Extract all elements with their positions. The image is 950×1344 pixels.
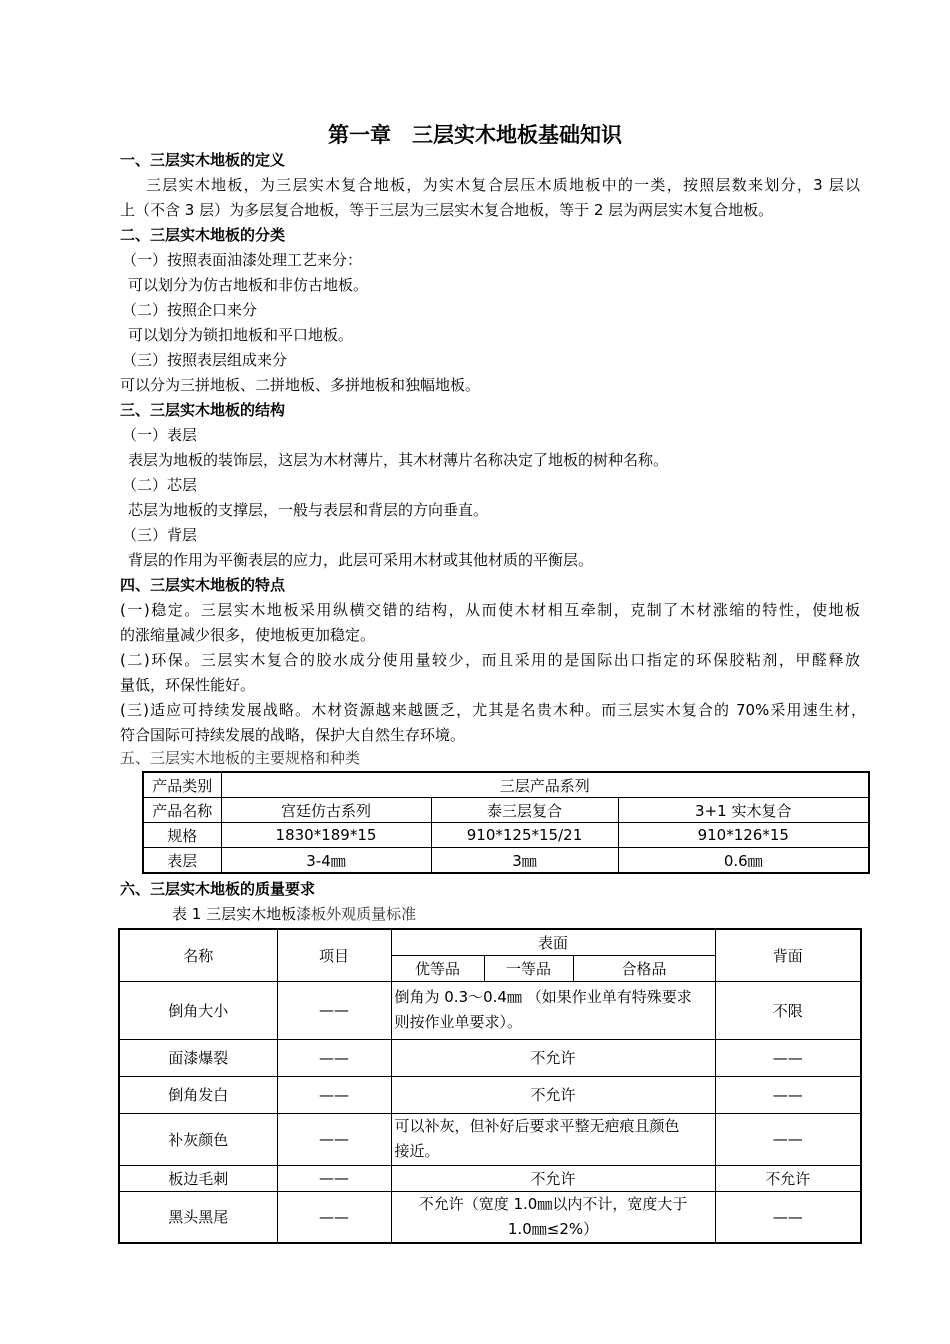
section-4-heading: 四、三层实木地板的特点 (120, 576, 286, 594)
table-caption (172, 902, 416, 927)
section-6-heading: 六、三层实木地板的质量要求 (120, 880, 316, 898)
section-2-heading: 二、三层实木地板的分类 (120, 226, 286, 244)
table-row (119, 1165, 861, 1191)
table-row (143, 823, 869, 848)
section-4-para-c-line-2: 符合国际可持续发展的战略，保护大自然生存环境。 (120, 726, 466, 744)
row-surface (391, 981, 715, 1039)
table-cell: 宫廷仿古系列 (221, 798, 431, 823)
row-back: 不限 (715, 981, 861, 1039)
row-name: 黑头黑尾 (119, 1191, 277, 1243)
table-caption-suffix: 漆板外观质量标准 (296, 905, 417, 923)
row-surface: 不允许 (391, 1165, 715, 1191)
row-item: —— (277, 1039, 391, 1076)
section-1-para-line-2: 上（不含 3 层）为多层复合地板，等于三层为三层实木复合地板，等于 2 层为两层实木复合地板。 (120, 201, 774, 219)
section-4-para-b-line-2: 量低，环保性能好。 (120, 676, 256, 694)
table-cell: 三层产品系列 (221, 772, 869, 798)
table-row (119, 1113, 861, 1165)
surface-line: 倒角为 0.3～0.4㎜ （如果作业单有特殊要求 (394, 988, 692, 1006)
header-item: 项目 (277, 929, 391, 981)
table-row (143, 798, 869, 823)
row-back: —— (715, 1191, 861, 1243)
table-cell: 910*126*15 (618, 823, 869, 848)
row-item: —— (277, 1076, 391, 1113)
surface-line: 1.0㎜≤2%） (507, 1219, 599, 1238)
surface-line: 接近。 (394, 1142, 440, 1160)
table-cell: 表层 (143, 848, 221, 874)
section-2-sub-a: （一）按照表面油漆处理工艺来分： (122, 251, 363, 269)
table-row (119, 1039, 861, 1076)
row-back: 不允许 (715, 1165, 861, 1191)
section-3-sub-a-text: 表层为地板的装饰层，这层为木材薄片，其木材薄片名称决定了地板的树种名称。 (128, 451, 669, 469)
row-surface (391, 1191, 715, 1243)
table-cell: 910*125*15/21 (431, 823, 618, 848)
row-surface (391, 1113, 715, 1165)
table-cell: 产品名称 (143, 798, 221, 823)
row-surface: 不允许 (391, 1039, 715, 1076)
table-caption-prefix: 表 1 三层实木地板 (172, 905, 297, 923)
row-name: 倒角发白 (119, 1076, 277, 1113)
table-cell: 3+1 实木复合 (618, 798, 869, 823)
surface-line: 不允许（宽度 1.0㎜以内不计，宽度大于 (418, 1194, 688, 1213)
header-grade: 一等品 (484, 955, 573, 981)
header-grade: 合格品 (573, 955, 715, 981)
row-surface: 不允许 (391, 1076, 715, 1113)
table-cell: 产品类别 (143, 772, 221, 798)
section-3-sub-c-text: 背层的作用为平衡表层的应力，此层可采用木材或其他材质的平衡层。 (128, 551, 594, 569)
row-item: —— (277, 1113, 391, 1165)
table-cell: 3-4㎜ (221, 848, 431, 874)
chapter-title: 第一章 三层实木地板基础知识 (328, 123, 622, 147)
section-1-heading: 一、三层实木地板的定义 (120, 151, 286, 169)
table-row (143, 848, 869, 874)
row-item: —— (277, 981, 391, 1039)
table-cell: 泰三层复合 (431, 798, 618, 823)
section-2-sub-c-text: 可以分为三拼地板、二拼地板、多拼地板和独幅地板。 (120, 376, 481, 394)
section-1-para-line-1: 三层实木地板，为三层实木复合地板，为实木复合层压木质地板中的一类，按照层数来划分，3 层以 (146, 176, 860, 194)
header-grade: 优等品 (391, 955, 484, 981)
surface-line: 可以补灰，但补好后要求平整无疤痕且颜色 (394, 1117, 680, 1135)
table-header-row (119, 929, 861, 955)
row-item: —— (277, 1165, 391, 1191)
row-name: 补灰颜色 (119, 1113, 277, 1165)
section-2-sub-a-text: 可以划分为仿古地板和非仿古地板。 (128, 276, 369, 294)
table-cell: 0.6㎜ (618, 848, 869, 874)
section-3-sub-b-text: 芯层为地板的支撑层，一般与表层和背层的方向垂直。 (128, 501, 489, 519)
section-2-sub-b-text: 可以划分为锁扣地板和平口地板。 (128, 326, 354, 344)
section-4-para-c-line-1: (三)适应可持续发展战略。木材资源越来越匮乏，尤其是名贵木种。而三层实木复合的 70%采用速生材， (120, 701, 866, 719)
table-row (143, 772, 869, 798)
surface-line: 则按作业单要求）。 (394, 1013, 523, 1031)
section-3-sub-c: （三）背层 (122, 526, 198, 544)
section-3-sub-b: （二）芯层 (122, 476, 198, 494)
row-name: 面漆爆裂 (119, 1039, 277, 1076)
section-3-heading: 三、三层实木地板的结构 (120, 401, 286, 419)
table-row (119, 1191, 861, 1243)
row-name: 倒角大小 (119, 981, 277, 1039)
row-back: —— (715, 1039, 861, 1076)
header-back: 背面 (715, 929, 861, 981)
quality-table (118, 928, 862, 1244)
header-name: 名称 (119, 929, 277, 981)
section-4-para-b-line-1: (二)环保。三层实木复合的胶水成分使用量较少，而且采用的是国际出口指定的环保胶粘剂，甲醛释放 (120, 651, 860, 669)
row-back: —— (715, 1076, 861, 1113)
header-surface: 表面 (391, 929, 715, 955)
table-cell: 3㎜ (431, 848, 618, 874)
row-name: 板边毛刺 (119, 1165, 277, 1191)
section-4-para-a-line-2: 的涨缩量减少很多，使地板更加稳定。 (120, 626, 376, 644)
section-2-sub-b: （二）按照企口来分 (122, 301, 258, 319)
section-4-para-a-line-1: (一)稳定。三层实木地板采用纵横交错的结构，从而使木材相互牵制，克制了木材涨缩的特性，使地板 (120, 601, 860, 619)
spec-table (142, 771, 870, 874)
table-cell: 规格 (143, 823, 221, 848)
table-cell: 1830*189*15 (221, 823, 431, 848)
table-row (119, 1076, 861, 1113)
row-back: —— (715, 1113, 861, 1165)
section-5-heading: 五、三层实木地板的主要规格和种类 (120, 749, 361, 767)
row-item: —— (277, 1191, 391, 1243)
table-row (119, 981, 861, 1039)
section-2-sub-c: （三）按照表层组成来分 (122, 351, 288, 369)
section-3-sub-a: （一）表层 (122, 426, 198, 444)
